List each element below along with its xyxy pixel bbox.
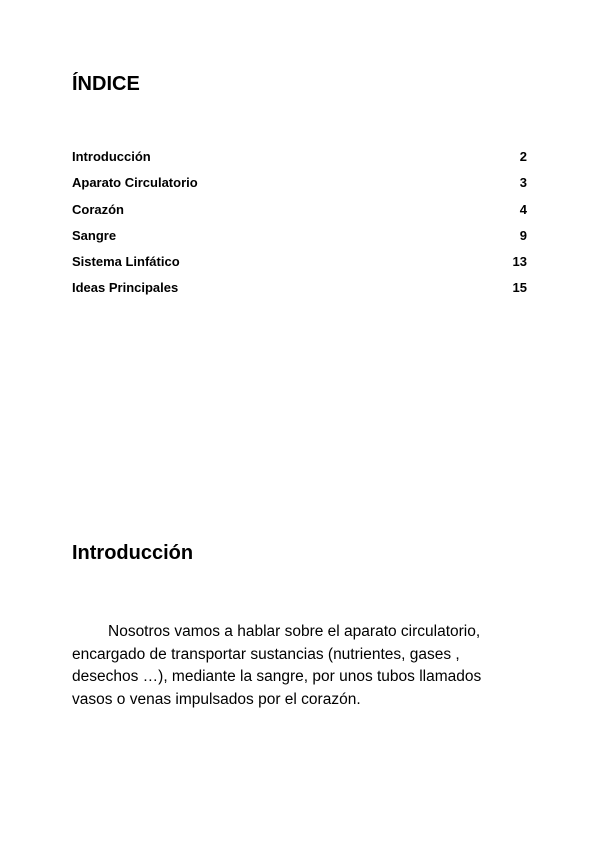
toc-entry-page: 9 <box>519 227 527 243</box>
toc-entry-ideas-principales <box>72 278 527 304</box>
toc-entry-label: Corazón <box>72 201 124 217</box>
introduction-paragraph: Nosotros vamos a hablar sobre el aparato circulatorio, encargado de transportar sustancias (nutrientes, gases , desechos …), mediante la sangre, por unos tubos llamados vasos o venas impulsados por el corazón. <box>72 623 482 708</box>
toc-entry-label: Aparato Circulatorio <box>72 175 198 191</box>
toc-entry-corazon <box>72 200 527 226</box>
toc-entry-sangre <box>72 226 527 252</box>
toc-entry-label: Introducción <box>72 149 151 164</box>
toc-entry-sistema-linfatico <box>72 252 527 278</box>
toc-entry-label: Sistema Linfático <box>72 254 180 270</box>
toc-entry-page: 13 <box>512 254 527 270</box>
toc-entry-aparato-circulatorio <box>72 173 527 199</box>
toc-entry-label: Ideas Principales <box>72 280 179 296</box>
toc-entry-page: 15 <box>512 280 527 296</box>
toc-entry-page: 4 <box>519 201 527 217</box>
table-of-contents <box>72 147 527 305</box>
toc-entry-label: Sangre <box>72 227 117 243</box>
index-title: ÍNDICE <box>72 73 140 95</box>
section-title-introduccion: Introducción <box>72 542 194 564</box>
toc-entry-page: 2 <box>519 149 527 164</box>
toc-entry-page: 3 <box>519 175 527 191</box>
toc-entry-introduccion <box>72 147 527 173</box>
